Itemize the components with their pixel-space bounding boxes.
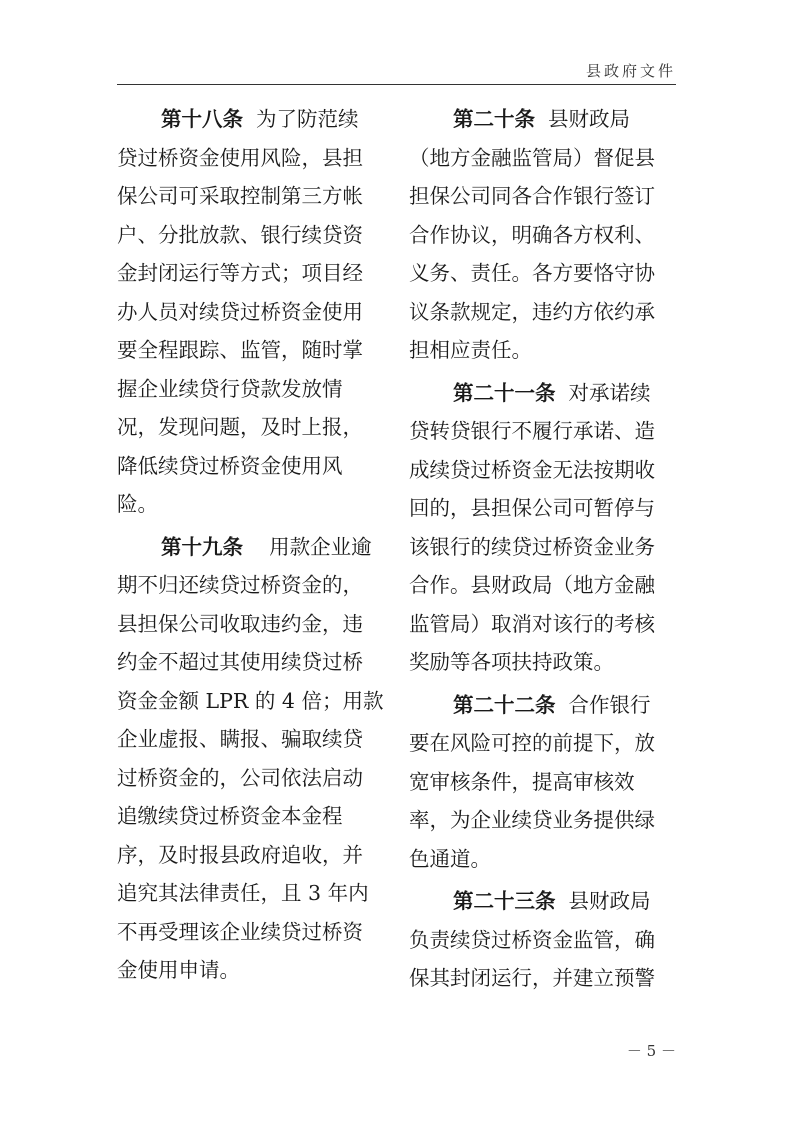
text-line [117, 566, 387, 605]
body-text: 率，为企业续贷业务提供绿 [409, 808, 655, 832]
body-text: 期不归还续贷过桥资金的， [117, 573, 363, 597]
text-line [409, 724, 679, 763]
body-text: 监管局）取消对该行的考核 [409, 611, 655, 636]
text-line [117, 408, 387, 447]
right-column [409, 100, 679, 998]
body-text: 县财政局 [555, 889, 651, 913]
text-line [409, 293, 679, 332]
text-line [117, 293, 387, 332]
body-text: 握企业续贷行贷款发放情 [117, 376, 343, 401]
body-text: 奖励等各项扶持政策。 [409, 650, 614, 674]
body-text: 不再受理该企业续贷过桥资 [117, 919, 363, 944]
body-text: 资金金额 LPR 的 4 倍；用款 [117, 688, 384, 713]
text-line [117, 836, 387, 875]
body-text: 对承诺续 [555, 380, 651, 405]
body-text: 为了防范续 [243, 107, 359, 131]
text-line [117, 139, 387, 178]
body-text: 降低续贷过桥资金使用风 [117, 453, 343, 478]
text-line [409, 882, 679, 921]
article-heading: 第十九条 [161, 534, 243, 559]
body-text: 色通道。 [409, 846, 491, 871]
text-line [117, 759, 387, 798]
body-text: 贷转贷银行不履行承诺、造 [409, 419, 655, 443]
text-line [409, 374, 679, 413]
body-text: 成续贷过桥资金无法按期收 [409, 457, 655, 482]
text-line [117, 370, 387, 409]
body-text: 负责续贷过桥资金监管，确 [409, 927, 655, 952]
text-line [409, 840, 679, 879]
body-text: 要全程跟踪、监管，随时掌 [117, 338, 363, 362]
text-line [117, 874, 387, 913]
text-line [409, 331, 679, 370]
text-line [117, 100, 387, 139]
text-line [409, 216, 679, 255]
text-line [409, 643, 679, 682]
body-text: 县担保公司收取违约金，违 [117, 611, 363, 636]
text-line [117, 720, 387, 759]
text-line [409, 686, 679, 725]
body-text: 过桥资金的，公司依法启动 [117, 765, 363, 790]
body-text: 担相应责任。 [409, 338, 532, 362]
article-heading: 第二十一条 [453, 380, 556, 405]
text-line [409, 139, 679, 178]
body-text: 追究其法律责任，且 3 年内 [117, 881, 369, 905]
body-text: 义务、责任。各方要恪守协 [409, 261, 655, 285]
body-text: 保其封闭运行，并建立预警 [409, 966, 655, 990]
page-number: － 5 － [626, 1042, 676, 1060]
body-text: 企业虚报、瞒报、骗取续贷 [117, 727, 363, 751]
text-line [409, 489, 679, 528]
body-text: 合作。县财政局（地方金融 [409, 573, 655, 597]
body-text: 贷过桥资金使用风险，县担 [117, 145, 363, 170]
text-line [409, 959, 679, 998]
body-text: 合作协议，明确各方权利、 [409, 222, 655, 247]
text-line [409, 451, 679, 490]
body-text: 该银行的续贷过桥资金业务 [409, 534, 655, 559]
body-text: 金封闭运行等方式；项目经 [117, 261, 363, 285]
text-line [117, 797, 387, 836]
body-text: 金使用申请。 [117, 958, 240, 982]
body-text: 宽审核条件，提高审核效 [409, 769, 635, 794]
text-line [117, 913, 387, 952]
text-line [409, 763, 679, 802]
body-text: 回的，县担保公司可暂停与 [409, 496, 655, 520]
text-line [117, 331, 387, 370]
body-text: 序，及时报县政府追收，并 [117, 842, 363, 867]
body-text: 约金不超过其使用续贷过桥 [117, 650, 363, 674]
body-text: 保公司可采取控制第三方帐 [117, 184, 363, 208]
article-heading: 第二十二条 [453, 692, 556, 717]
left-column [117, 100, 387, 990]
text-line [117, 643, 387, 682]
text-line [409, 177, 679, 216]
body-text: 要在风险可控的前提下，放 [409, 731, 655, 755]
body-text: 用款企业逾 [243, 534, 372, 559]
body-text: 合作银行 [555, 692, 651, 717]
body-text: 况，发现问题，及时上报， [117, 415, 363, 439]
text-line [117, 447, 387, 486]
text-line [409, 528, 679, 567]
text-line [409, 412, 679, 451]
body-text: 办人员对续贷过桥资金使用 [117, 299, 363, 324]
body-text: （地方金融监管局）督促县 [409, 145, 655, 170]
text-line [117, 605, 387, 644]
text-line [117, 682, 387, 721]
header-title: 县政府文件 [585, 62, 676, 80]
body-text: 担保公司同各合作银行签订 [409, 184, 655, 208]
body-text: 户、分批放款、银行续贷资 [117, 222, 363, 247]
text-line [409, 921, 679, 960]
text-line [409, 254, 679, 293]
text-line [409, 566, 679, 605]
text-line [117, 528, 387, 567]
text-line [117, 951, 387, 990]
text-line [117, 254, 387, 293]
body-text: 县财政局 [535, 107, 631, 131]
article-heading: 第二十三条 [453, 889, 556, 913]
text-line [117, 216, 387, 255]
text-line [409, 100, 679, 139]
text-line [409, 605, 679, 644]
body-text: 议条款规定，违约方依约承 [409, 299, 655, 324]
article-heading: 第二十条 [453, 107, 535, 131]
header-rule [117, 84, 676, 85]
body-text: 险。 [117, 492, 158, 516]
text-line [117, 177, 387, 216]
text-line [409, 801, 679, 840]
article-heading: 第十八条 [161, 107, 243, 131]
body-text: 追缴续贷过桥资金本金程 [117, 804, 343, 828]
text-line [117, 485, 387, 524]
